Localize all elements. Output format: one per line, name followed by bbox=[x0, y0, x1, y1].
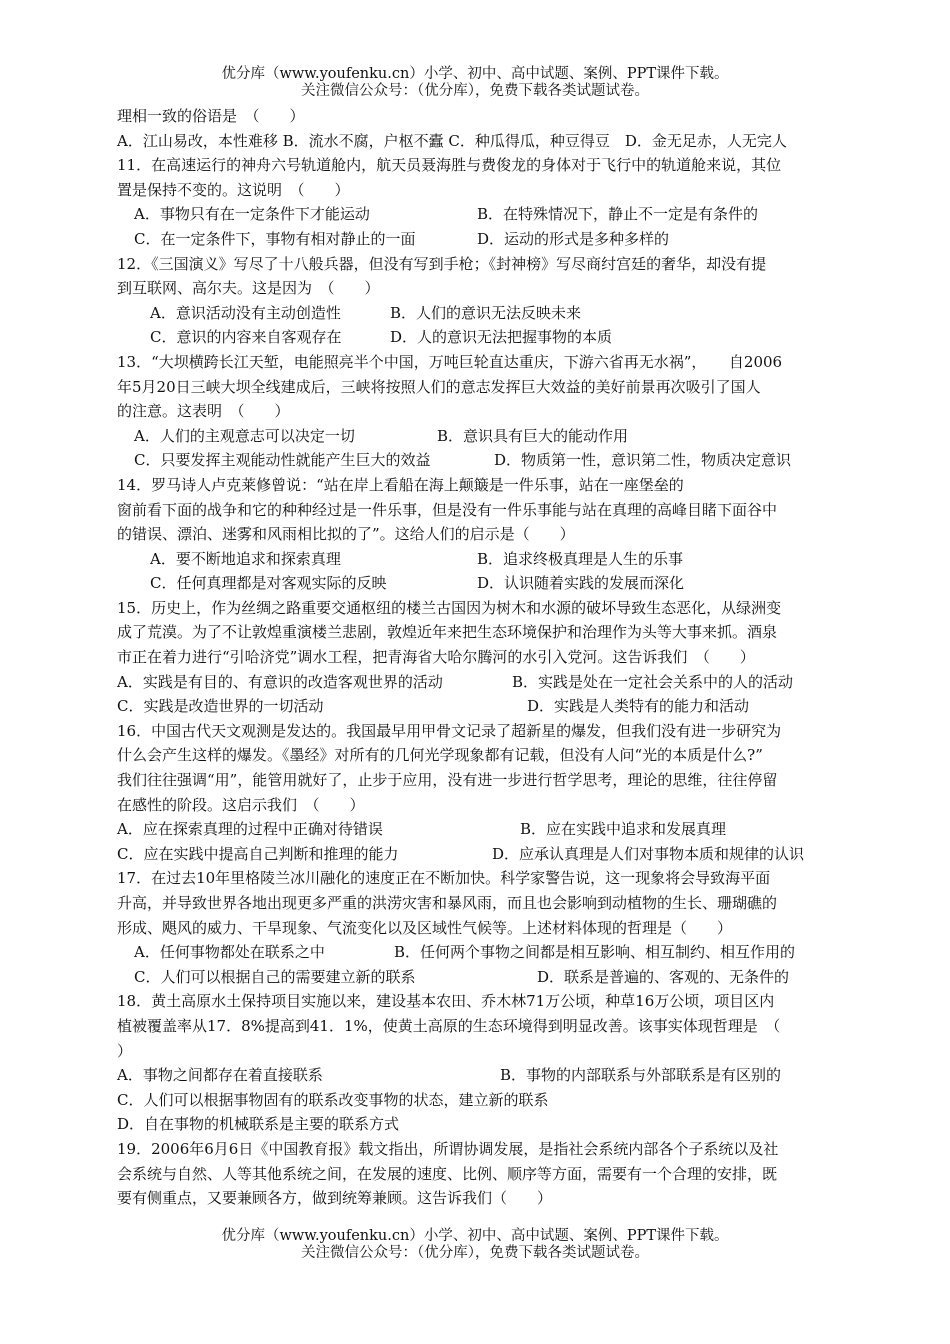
q17-stem-1: 17．在过去10年里格陵兰冰川融化的速度正在不断加快。科学家警告说，这一现象将会导致海平面 bbox=[117, 869, 771, 888]
q17-option-a: A．任何事物都处在联系之中 bbox=[134, 943, 325, 962]
question-19 bbox=[117, 1137, 859, 1211]
q16-stem-3: 我们往往强调“用”，能管用就好了，止步于应用，没有进一步进行哲学思考，理论的思维，往往停留 bbox=[117, 771, 778, 790]
q10-options: A．江山易改，本性难移 B．流水不腐，户枢不蠹 C．种瓜得瓜，种豆得豆 D．金无足赤，人无完人 bbox=[117, 131, 787, 150]
question-12 bbox=[117, 252, 859, 350]
q15-option-c: C．实践是改造世界的一切活动 bbox=[117, 697, 324, 716]
q18-option-a: A．事物之间都存在着直接联系 bbox=[117, 1066, 323, 1085]
q17-option-d: D．联系是普遍的、客观的、无条件的 bbox=[537, 967, 790, 986]
q12-stem-1: 12．《三国演义》写尽了十八般兵器，但没有写到手枪；《封神榜》写尽商纣宫廷的奢华，却没有提 bbox=[117, 254, 767, 273]
q18-option-c: C．人们可以根据事物固有的联系改变事物的状态，建立新的联系 bbox=[117, 1090, 549, 1109]
q13-option-d: D．物质第一性，意识第二性，物质决定意识 bbox=[494, 451, 792, 470]
q16-option-c: C．应在实践中提高自己判断和推理的能力 bbox=[117, 844, 399, 863]
page-header bbox=[0, 66, 950, 100]
q14-stem-2: 窗前看下面的战争和它的种种经过是一件乐事，但是没有一件乐事能与站在真理的高峰目睹下面谷中 bbox=[117, 500, 778, 519]
q16-option-a: A．应在探索真理的过程中正确对待错误 bbox=[117, 820, 383, 839]
q11-option-a: A．事物只有在一定条件下才能运动 bbox=[134, 205, 370, 224]
q13-stem-3: 的注意。这表明 （ ） bbox=[117, 402, 290, 421]
q17-stem-3: 形成、飓风的威力、干旱现象、气流变化以及区域性气候等。上述材料体现的哲理是（ ） bbox=[117, 918, 733, 937]
q11-option-c: C．在一定条件下，事物有相对静止的一面 bbox=[134, 229, 416, 248]
q18-stem-1: 18．黄土高原水土保持项目实施以来，建设基本农田、乔木林71万公顷，种草16万公顷，项目区内 bbox=[117, 992, 775, 1011]
q13-option-a: A．人们的主观意志可以决定一切 bbox=[134, 426, 355, 445]
question-18 bbox=[117, 989, 859, 1137]
footer-line-1: 优分库（www.youfenku.cn）小学、初中、高中试题、案例、PPT课件下载。 bbox=[221, 1228, 729, 1244]
q18-stem-3: ） bbox=[117, 1041, 133, 1060]
q11-option-b: B．在特殊情况下，静止不一定是有条件的 bbox=[477, 205, 759, 224]
q18-option-d: D．自在事物的机械联系是主要的联系方式 bbox=[117, 1115, 400, 1134]
page-footer bbox=[0, 1228, 950, 1262]
q13-stem-1: 13．“大坝横跨长江天堑，电能照亮半个中国，万吨巨轮直达重庆，下游六省再无水祸”， 自2006 bbox=[117, 352, 783, 371]
q17-option-c: C．人们可以根据自己的需要建立新的联系 bbox=[134, 967, 416, 986]
question-13 bbox=[117, 350, 859, 473]
footer-line-2: 关注微信公众号：（优分库），免费下载各类试题试卷。 bbox=[301, 1245, 649, 1261]
q14-stem-3: 的错误、漂泊、迷雾和风雨相比拟的了”。这给人们的启示是（ ） bbox=[117, 525, 575, 544]
q15-stem-3: 市正在着力进行“引哈济党”调水工程，把青海省大哈尔腾河的水引入党河。这告诉我们 （ ） bbox=[117, 648, 755, 667]
q13-stem-2: 年5月20日三峡大坝全线建成后，三峡将按照人们的意志发挥巨大效益的美好前景再次吸引了国人 bbox=[117, 377, 761, 396]
q13-option-b: B．意识具有巨大的能动作用 bbox=[437, 426, 629, 445]
q14-stem-1: 14．罗马诗人卢克莱修曾说：“站在岸上看船在海上颠簸是一件乐事，站在一座堡垒的 bbox=[117, 475, 684, 494]
q11-stem-1: 11．在高速运行的神舟六号轨道舱内，航天员聂海胜与费俊龙的身体对于飞行中的轨道舱来说，其位 bbox=[117, 156, 782, 175]
header-line-2: 关注微信公众号：（优分库），免费下载各类试题试卷。 bbox=[301, 83, 649, 99]
q10-tail: 理相一致的俗语是 （ ） bbox=[117, 107, 305, 125]
q19-stem-1: 19．2006年6月6日《中国教育报》载文指出，所谓协调发展，是指社会系统内部各个子系统以及社 bbox=[117, 1139, 779, 1158]
q15-option-b: B．实践是处在一定社会关系中的人的活动 bbox=[512, 672, 794, 691]
q12-option-d: D．人的意识无法把握事物的本质 bbox=[390, 328, 613, 347]
q16-stem-2: 什么会产生这样的爆发。《墨经》对所有的几何光学现象都有记载，但没有人问“光的本质是什么?” bbox=[117, 746, 763, 765]
question-16 bbox=[117, 719, 859, 867]
q16-stem-1: 16．中国古代天文观测是发达的。我国最早用甲骨文记录了超新星的爆发，但我们没有进一步研究为 bbox=[117, 721, 782, 740]
q18-stem-2: 植被覆盖率从17．8%提高到41．1%，使黄土高原的生态环境得到明显改善。该事实体现哲理是 （ bbox=[117, 1016, 781, 1035]
q19-stem-2: 会系统与自然、人等其他系统之间，在发展的速度、比例、顺序等方面，需要有一个合理的安排，既 bbox=[117, 1164, 778, 1183]
question-11 bbox=[117, 153, 859, 251]
q12-option-c: C．意识的内容来自客观存在 bbox=[150, 328, 342, 347]
q19-stem-3: 要有侧重点，又要兼顾各方，做到统筹兼顾。这告诉我们（ ） bbox=[117, 1189, 553, 1208]
q11-stem-2: 置是保持不变的。这说明 （ ） bbox=[117, 180, 350, 199]
q11-option-d: D．运动的形式是多种多样的 bbox=[477, 229, 670, 248]
q13-option-c: C．只要发挥主观能动性就能产生巨大的效益 bbox=[134, 451, 431, 470]
q14-option-a: A．要不断地追求和探索真理 bbox=[150, 549, 341, 568]
question-15 bbox=[117, 596, 859, 719]
q14-option-c: C．任何真理都是对客观实际的反映 bbox=[150, 574, 387, 593]
q15-option-a: A．实践是有目的、有意识的改造客观世界的活动 bbox=[117, 672, 443, 691]
q17-stem-2: 升高，并导致世界各地出现更多严重的洪涝灾害和暴风雨，而且也会影响到动植物的生长、珊瑚礁的 bbox=[117, 894, 778, 912]
exam-body bbox=[117, 104, 859, 1211]
q14-option-b: B．追求终极真理是人生的乐事 bbox=[477, 549, 684, 568]
q17-option-b: B．任何两个事物之间都是相互影响、相互制约、相互作用的 bbox=[394, 943, 796, 962]
q18-option-b: B．事物的内部联系与外部联系是有区别的 bbox=[500, 1066, 782, 1085]
header-line-1: 优分库（www.youfenku.cn）小学、初中、高中试题、案例、PPT课件下载。 bbox=[221, 66, 729, 82]
question-14 bbox=[117, 473, 859, 596]
q15-stem-2: 成了荒漠。为了不让敦煌重演楼兰悲剧，敦煌近年来把生态环境保护和治理作为头等大事来抓。酒泉 bbox=[117, 623, 778, 642]
q16-option-b: B．应在实践中追求和发展真理 bbox=[520, 820, 727, 839]
q12-option-b: B．人们的意识无法反映未来 bbox=[390, 303, 582, 322]
q12-stem-2: 到互联网、高尔夫。这是因为 （ ） bbox=[117, 279, 380, 298]
q16-stem-4: 在感性的阶段。这启示我们 （ ） bbox=[117, 795, 365, 814]
q15-stem-1: 15．历史上，作为丝绸之路重要交通枢纽的楼兰古国因为树木和水源的破坏导致生态恶化，从绿洲变 bbox=[117, 598, 782, 617]
question-17 bbox=[117, 866, 859, 989]
q16-option-d: D．应承认真理是人们对事物本质和规律的认识 bbox=[492, 844, 805, 863]
q12-option-a: A．意识活动没有主动创造性 bbox=[150, 303, 341, 322]
q14-option-d: D．认识随着实践的发展而深化 bbox=[477, 574, 685, 593]
q15-option-d: D．实践是人类特有的能力和活动 bbox=[527, 697, 750, 716]
